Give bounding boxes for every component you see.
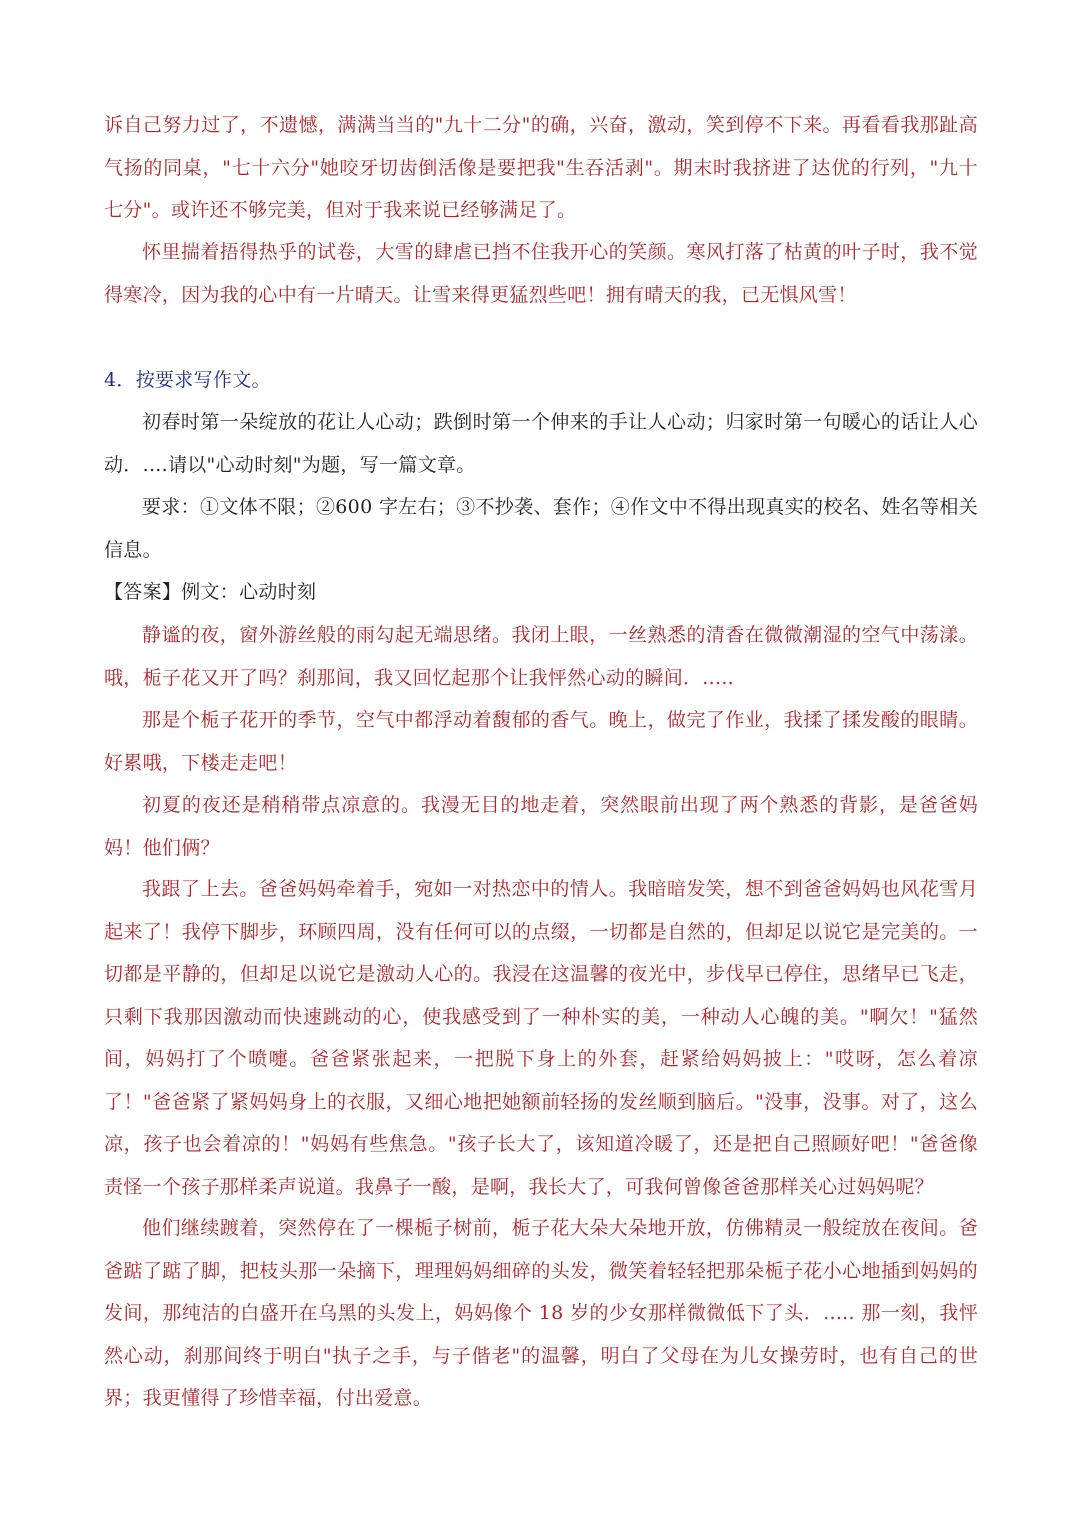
previous-essay-paragraph-2: 怀里揣着捂得热乎的试卷，大雪的肆虐已挡不住我开心的笑颜。寒风打落了枯黄的叶子时，我不觉得寒冷，因为我的心中有一片晴天。让雪来得更猛烈些吧！拥有晴天的我，已无惧风雪！ [104,241,978,306]
essay-paragraph-3: 初夏的夜还是稍稍带点凉意的。我漫无目的地走着，突然眼前出现了两个熟悉的背影，是爸爸妈妈！他们俩？ [104,794,978,859]
question-title: 4．按要求写作文。 [104,369,271,391]
essay-paragraph-4: 我跟了上去。爸爸妈妈牵着手，宛如一对热恋中的情人。我暗暗发笑，想不到爸爸妈妈也风花雪月起来了！我停下脚步，环顾四周，没有任何可以的点缀，一切都是自然的，但却足以说它是完美的。一切都是平静的，但却足以说它是激动人心的。我浸在这温馨的夜光中，步伐早已停住，思绪早已飞走，只剩下我那因激动而快速跳动的心，使我感受到了一种朴实的美，一种动人心魄的美。"啊欠！"猛然间，妈妈打了个喷嚏。爸爸紧张起来，一把脱下身上的外套，赶紧给妈妈披上："哎呀，怎么着凉了！"爸爸紧了紧妈妈身上的衣服，又细心地把她额前轻扬的发丝顺到脑后。"没事，没事。对了，这么凉，孩子也会着凉的！"妈妈有些焦急。"孩子长大了，该知道冷暖了，还是把自己照顾好吧！"爸爸像责怪一个孩子那样柔声说道。我鼻子一酸，是啊，我长大了，可我何曾像爸爸那样关心过妈妈呢？ [104,878,978,1198]
essay-paragraph-2: 那是个栀子花开的季节，空气中都浮动着馥郁的香气。晚上，做完了作业，我揉了揉发酸的眼睛。好累哦，下楼走走吧！ [104,709,978,774]
essay-paragraph-5: 他们继续踱着，突然停在了一棵栀子树前，栀子花大朵大朵地开放，仿佛精灵一般绽放在夜间。爸爸踮了踮了脚，把枝头那一朵摘下，理理妈妈细碎的头发，微笑着轻轻把那朵栀子花小心地插到妈妈的发间，那纯洁的白盛开在乌黑的头发上，妈妈像个 18 岁的少女那样微微低下了头．..... 那一刻，我怦然心动，刹那间终于明白"执子之手，与子偕老"的温馨，明白了父母在为儿女操劳时，也有自己的世界；我更懂得了珍惜幸福，付出爱意。 [104,1217,978,1409]
question-requirements: 要求：①文体不限；②600 字左右；③不抄袭、套作；④作文中不得出现真实的校名、姓名等相关信息。 [104,496,978,561]
answer-label: 【答案】例文：心动时刻 [104,581,317,603]
essay-paragraph-1: 静谧的夜，窗外游丝般的雨勾起无端思绪。我闭上眼，一丝熟悉的清香在微微潮湿的空气中荡漾。哦，栀子花又开了吗？刹那间，我又回忆起那个让我怦然心动的瞬间．..... [104,624,978,689]
previous-essay-paragraph-1: 诉自己努力过了，不遗憾，满满当当的"九十二分"的确，兴奋，激动，笑到停不下来。再看看我那趾高气扬的同桌，"七十六分"她咬牙切齿倒活像是要把我"生吞活剥"。期末时我挤进了达优的行列，"九十七分"。或许还不够完美，但对于我来说已经够满足了。 [104,114,978,221]
question-prompt: 初春时第一朵绽放的花让人心动；跌倒时第一个伸来的手让人心动；归家时第一句暖心的话让人心动．....请以"心动时刻"为题，写一篇文章。 [104,411,978,476]
